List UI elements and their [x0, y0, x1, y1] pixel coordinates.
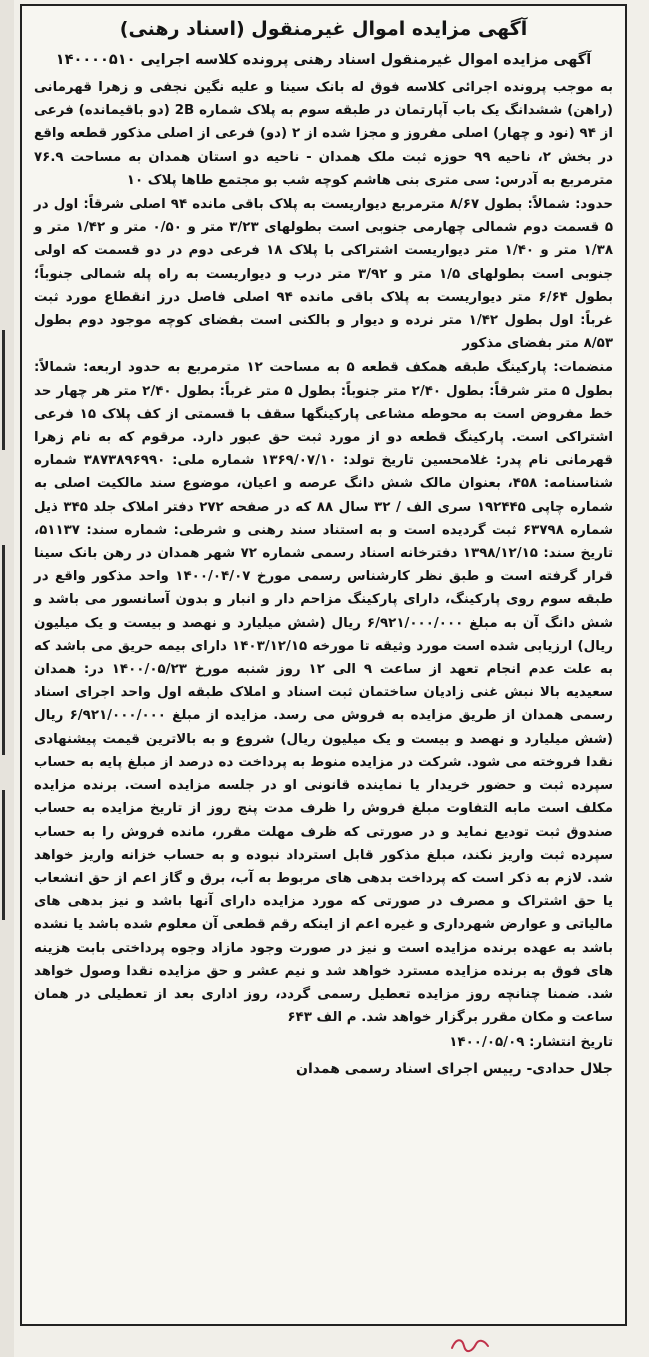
- margin-mark: [2, 545, 5, 755]
- signature-line: جلال حدادی- رییس اجرای اسناد رسمی همدان: [296, 1060, 613, 1077]
- notice-boundaries: حدود: شمالاً: بطول ۸/۶۷ مترمربع دیواریست به پلاک باقی مانده ۹۴ اصلی شرقاً: اول در ۵ قسمت دوم شمالی چهارمی جنوبی است بطولهای ۳/۲۳ متر و ۰/۵۰ متر و ۱/۴۲ متر و ۱/۳۸ متر و ۱/۴۰ متر دیواریست اشتراکی با پلاک ۱۸ فرعی دوم در دو قسمت که اولی جنوبی است بطولهای ۱/۵ متر و ۳/۹۲ متر درب و دیواریست به راه پله شمالی جنوباً؛ بطول ۶/۶۴ متر دیواریست به پلاک باقی مانده ۹۴ اصلی فاصل درز انقطاع مورد ثبت غرباً: اول بطول ۱/۴۲ متر نرده و دیوار و بالکنی است بفضای کوچه موجود دوم بطول ۸/۵۳ متر بفضای مذکور: [34, 197, 614, 352]
- auction-notice: [20, 4, 627, 1326]
- handwritten-mark-icon: [448, 1334, 492, 1354]
- notice-title: آگهی مزایده اموال غیرمنقول (اسناد رهنی): [119, 18, 528, 40]
- margin-mark: [2, 330, 5, 450]
- notice-intro: به موجب پرونده اجرائی کلاسه فوق له بانک سینا و علیه نگین نجفی و زهرا قهرمانی (راهن) ششدانگ یک باب آپارتمان در طبقه سوم به پلاک شماره 2B (دو باقیمانده) فرعی از ۹۴ (نود و چهار) اصلی مفروز و مجزا شده از ۲ (دو) فرعی از اصلی مذکور قطعه واقع در بخش ۲، ناحیه ۹۹ حوزه ثبت ملک همدان - ناحیه دو استان همدان به مساحت ۷۶.۹ مترمربع به آدرس: سی متری بنی هاشم کوچه شب بو مجتمع طاها پلاک ۱۰: [34, 80, 613, 188]
- notice-appurtenances: منضمات: پارکینگ طبقه همکف قطعه ۵ به مساحت ۱۲ مترمربع به حدود اربعه: شمالاً: بطول ۵ متر شرقاً: بطول ۲/۴۰ متر جنوباً: بطول ۵ متر غرباً: بطول ۲/۴۰ متر هر چهار حد خط مفروض است به محوطه مشاعی پارکینگها سقف با قسمتی از کف پلاک ۱۵ فرعی اشتراکی است. پارکینگ قطعه دو از مورد ثبت حق عبور دارد. مرقوم که به نام زهرا قهرمانی نام پدر: غلامحسین تاریخ تولد: ۱۳۶۹/۰۷/۱۰ شماره ملی: ۳۸۷۳۸۹۶۹۹۰ شماره شناسنامه: ۴۵۸، بعنوان مالک شش دانگ عرصه و اعیان، موضوع سند مالکیت اصلی به شماره چاپی ۱۹۲۴۴۵ سری الف / ۳۲ سال ۸۸ که در صفحه ۲۷۲ دفتر املاک جلد ۳۴۵ ذیل شماره ۶۳۷۹۸ ثبت گردیده است و به استناد سند رهنی و شرطی: شماره سند: ۵۱۱۳۷، تاریخ سند: ۱۳۹۸/۱۲/۱۵ دفترخانه اسناد رسمی شماره ۷۲ شهر همدان در رهن بانک سینا قرار گرفته است و طبق نظر کارشناس رسمی مورخ ۱۴۰۰/۰۴/۰۷ واحد مذکور واقع در طبقه سوم روی پارکینگ، دارای پارکینگ مزاحم دار و انبار و بدون آسانسور می باشد و شش دانگ آن به مبلغ ۶/۹۲۱/۰۰۰/۰۰۰ ریال (شش میلیارد و نهصد و بیست و یک میلیون ریال) ارزیابی شده است مورد وثیقه تا مورخه ۱۴۰۳/۱۲/۱۵ دارای بیمه حریق می باشد که به علت عدم انجام تعهد از ساعت ۹ الی ۱۲ روز شنبه مورخ ۱۴۰۰/۰۵/۲۳ در: همدان سعیدیه بالا نبش غنی زادیان ساختمان ثبت اسناد و املاک طبقه اول واحد اجرای اسناد رسمی همدان از طریق مزایده به فروش می رسد. مزایده از مبلغ ۶/۹۲۱/۰۰۰/۰۰۰ ریال (شش میلیارد و نهصد و بیست و یک میلیون ریال) شروع و به بالاترین قیمت پیشنهادی نقدا فروخته می شود. شرکت در مزایده منوط به پرداخت ده درصد از مبلغ پایه به حساب سپرده ثبت و حضور خریدار یا نماینده قانونی او در جلسه مزایده است. برنده مزایده مکلف است مابه التفاوت مبلغ فروش را ظرف مدت پنج روز از تاریخ مزایده به حساب صندوق ثبت تودیع نماید و در صورتی که ظرف مهلت مقرر، مانده فروش را به حساب سپرده ثبت واریز نکند، مبلغ مذکور قابل استرداد نبوده و به حساب خزانه واریز خواهد شد. لازم به ذکر است که پرداخت بدهی های مربوط به آب، برق و گاز اعم از حق انشعاب یا حق اشتراک و مصرف در صورتی که مورد مزایده دارای آنها باشد و نیز بدهی های مالیاتی و عوارض شهرداری و غیره اعم از اینکه رقم قطعی آن معلوم شده باشد یا نشده باشد به عهده برنده مزایده است و نیز در صورت وجود مازاد وجوه پرداختی بابت هزینه های فوق به برنده مزایده مسترد خواهد شد و نیم عشر و حق مزایده نقدا وصول خواهد شد. ضمنا چنانچه روز مزایده تعطیل رسمی گردد، روز اداری بعد از تعطیلی در همان ساعت و مکان مقرر برگزار خواهد شد. م الف ۶۴۳: [34, 360, 614, 1026]
- margin-mark: [2, 790, 5, 920]
- notice-subtitle: آگهی مزایده اموال غیرمنقول اسناد رهنی پرونده کلاسه اجرایی ۱۴۰۰۰۰۵۱۰: [55, 52, 592, 68]
- publish-date: تاریخ انتشار: ۱۴۰۰/۰۵/۰۹: [449, 1035, 613, 1051]
- page-edge: [0, 0, 14, 1357]
